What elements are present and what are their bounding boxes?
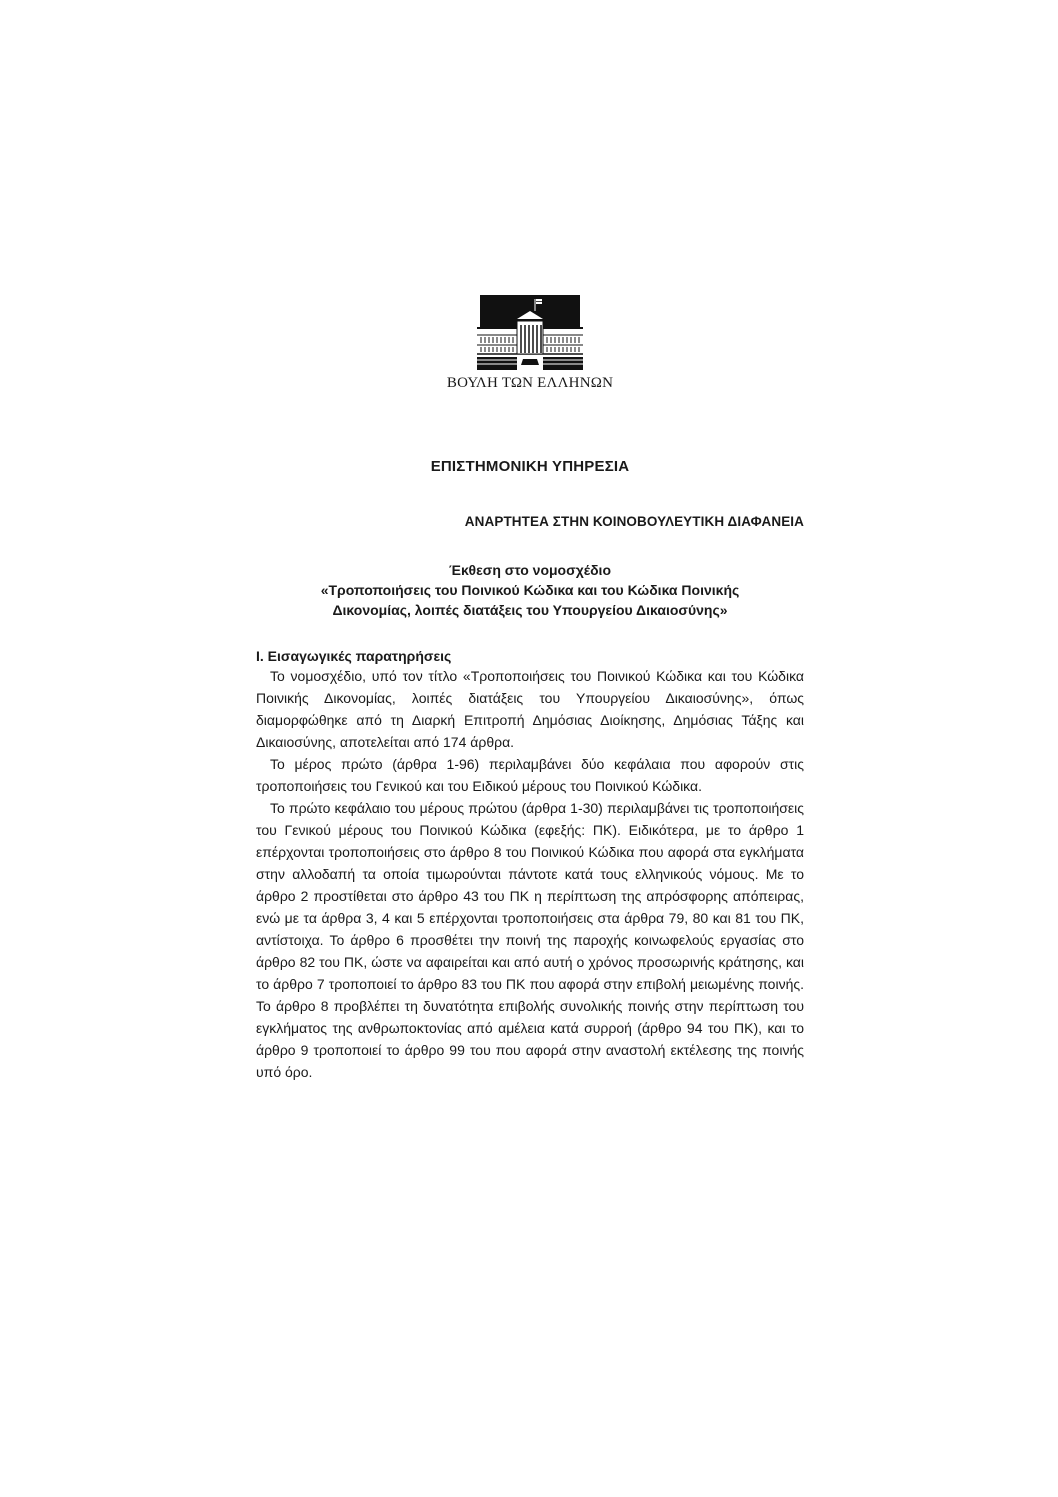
report-title-line: Δικονομίας, λοιπές διατάξεις του Υπουργείου Δικαιοσύνης» [332,602,728,618]
service-title: ΕΠΙΣΤΗΜΟΝΙΚΗ ΥΠΗΡΕΣΙΑ [430,458,630,475]
report-title-line: Έκθεση στο νομοσχέδιο [449,562,611,578]
organization-name: ΒΟΥΛΗ ΤΩΝ ΕΛΛΗΝΩΝ [446,375,614,391]
report-title-line: «Τροποποιήσεις του Ποινικού Κώδικα και του Κώδικα Ποινικής [320,582,740,598]
parliament-building-icon [477,295,583,371]
postable-label: ΑΝΑΡΤΗΤΕΑ ΣΤΗΝ ΚΟΙΝΟΒΟΥΛΕΥΤΙΚΗ ΔΙΑΦΑΝΕΙΑ [464,514,804,529]
section-heading: Ι. Εισαγωγικές παρατηρήσεις [256,648,452,664]
paragraph: Το νομοσχέδιο, υπό τον τίτλο «Τροποποιήσεις του Ποινικού Κώδικα και του Κώδικα Ποινικής Δικονομίας, λοιπές διατάξεις του Υπουργείου Δικαιοσύνης», όπως διαμορφώθηκε από τη Διαρκή Επιτροπή Δημόσιας Διοίκησης, Δημόσιας Τάξης και Δικαιοσύνης, αποτελείται από 174 άρθρα. [256,668,804,750]
body-text [256,665,804,1083]
paragraph: Το μέρος πρώτο (άρθρα 1-96) περιλαμβάνει δύο κεφάλαια που αφορούν στις τροποποιήσεις του Γενικού και του Ειδικού μέρους του Ποινικού Κώδικα. [256,756,804,794]
report-title [256,560,804,620]
paragraph: Το πρώτο κεφάλαιο του μέρους πρώτου (άρθρα 1-30) περιλαμβάνει τις τροποποιήσεις του Γενικού μέρους του Ποινικού Κώδικα (εφεξής: ΠΚ). Ειδικότερα, με το άρθρο 1 επέρχονται τροποποιήσεις στο άρθρο 8 του Ποινικού Κώδικα που αφορά στα εγκλήματα στην αλλοδαπή τα οποία τιμωρούνται πάντοτε κατά τους ελληνικούς νόμους. Με το άρθρο 2 προστίθεται στο άρθρο 43 του ΠΚ η περίπτωση της απρόσφορης απόπειρας, ενώ με τα άρθρα 3, 4 και 5 επέρχονται τροποποιήσεις στα άρθρα 79, 80 και 81 του ΠΚ, αντίστοιχα. Το άρθρο 6 προσθέτει την ποινή της παροχής κοινωφελούς εργασίας στο άρθρο 82 του ΠΚ, ώστε να αφαιρείται και από αυτή ο χρόνος προσωρινής κράτησης, και το άρθρο 7 τροποποιεί το άρθρο 83 του ΠΚ που αφορά στην επιβολή μειωμένης ποινής. Το άρθρο 8 προβλέπει τη δυνατότητα επιβολής συνολικής ποινής στην περίπτωση του εγκλήματος της ανθρωποκτονίας από αμέλεια κατά συρροή (άρθρο 94 του ΠΚ), και το άρθρο 9 τροποποιεί το άρθρο 99 του που αφορά στην αναστολή εκτέλεσης της ποινής υπό όρο. [256,800,804,1080]
